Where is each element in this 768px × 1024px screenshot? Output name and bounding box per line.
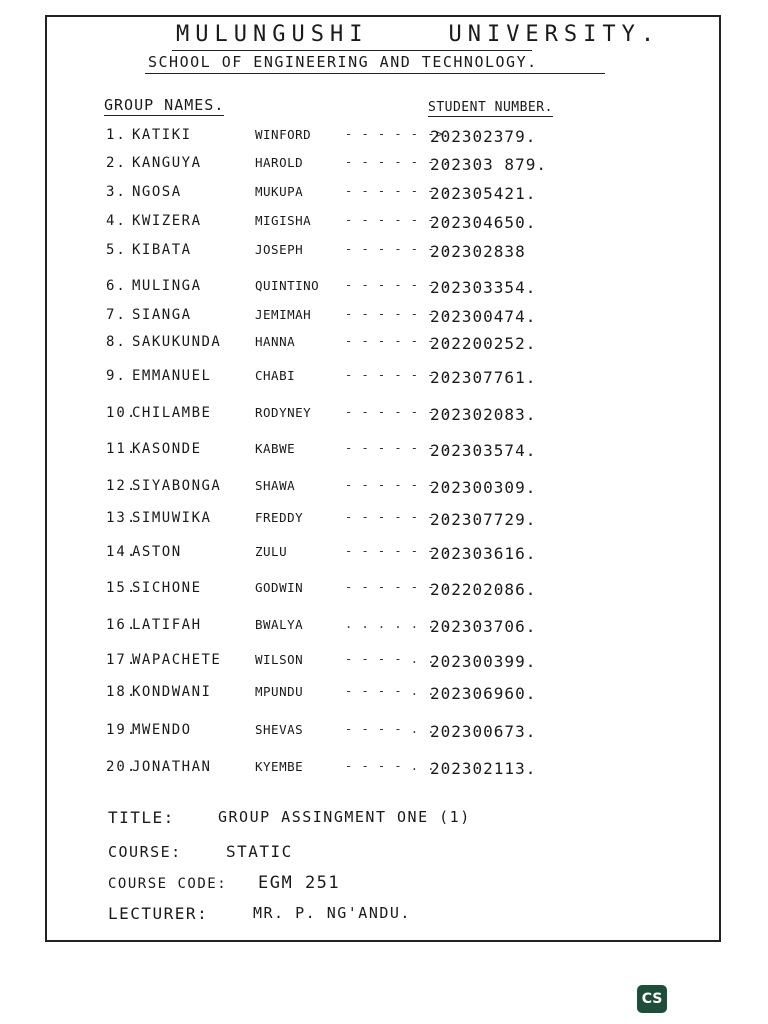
student-index: 3. [106, 184, 127, 200]
leader-dashes: - - - - . . [345, 722, 436, 736]
student-first-name: KWIZERA [132, 213, 202, 229]
university-title-word1: MULUNGUSHI [176, 22, 369, 47]
student-row [0, 759, 768, 783]
student-number: 202300474. [430, 307, 537, 326]
student-row [0, 184, 768, 208]
student-last-name: WILSON [255, 652, 304, 667]
student-row [0, 307, 768, 331]
student-index: 16. [106, 617, 138, 633]
student-first-name: KIBATA [132, 242, 192, 258]
student-row [0, 617, 768, 641]
student-last-name: BWALYA [255, 617, 304, 632]
student-index: 2. [106, 155, 127, 171]
student-number: 202300673. [430, 722, 537, 741]
camscanner-logo-icon: CS [637, 985, 667, 1013]
student-last-name: QUINTINO [255, 278, 320, 293]
student-number: 202200252. [430, 334, 537, 353]
student-number: 202306960. [430, 684, 537, 703]
student-number: 202307761. [430, 368, 537, 387]
student-row [0, 652, 768, 676]
group-names-header: GROUP NAMES. [104, 96, 225, 114]
student-first-name: WAPACHETE [132, 652, 222, 668]
leader-dashes: - - - - - - - [345, 278, 452, 292]
leader-dashes: - - - - - -> [345, 127, 444, 141]
title-label: TITLE: [108, 808, 175, 827]
student-number: 202302838 [430, 242, 526, 261]
student-index: 18. [106, 684, 138, 700]
student-row [0, 213, 768, 237]
student-first-name: KASONDE [132, 441, 202, 457]
student-index: 19. [106, 722, 138, 738]
student-first-name: NGOSA [132, 184, 182, 200]
leader-dashes: - - - - . . [345, 652, 436, 666]
leader-dashes: - - - - . . [345, 759, 436, 773]
footer-course [108, 842, 293, 861]
student-number: 202300309. [430, 478, 537, 497]
title-value: GROUP ASSINGMENT ONE (1) [218, 808, 471, 826]
student-number: 202303354. [430, 278, 537, 297]
student-first-name: KATIKI [132, 127, 192, 143]
leader-dashes: - - - - - - - [345, 441, 452, 455]
student-number-header: STUDENT NUMBER. [428, 100, 553, 115]
leader-dashes: - - - - - - - [345, 242, 452, 256]
student-last-name: HANNA [255, 334, 296, 349]
student-last-name: MPUNDU [255, 684, 304, 699]
student-index: 11. [106, 441, 138, 457]
student-number: 202300399. [430, 652, 537, 671]
student-last-name: GODWIN [255, 580, 304, 595]
student-last-name: FREDDY [255, 510, 304, 525]
leader-dashes: . . . . . . . [345, 617, 452, 631]
student-number: 202303 879. [430, 155, 547, 174]
leader-dashes: - - - - - - - [345, 368, 452, 382]
student-number: 202303574. [430, 441, 537, 460]
footer-lecturer [108, 904, 411, 923]
leader-dashes: - - - - - - - [345, 213, 452, 227]
student-index: 5. [106, 242, 127, 258]
school-title: SCHOOL OF ENGINEERING AND TECHNOLOGY. [148, 53, 538, 71]
student-last-name: SHEVAS [255, 722, 304, 737]
student-last-name: JOSEPH [255, 242, 304, 257]
footer-course-code [108, 873, 341, 893]
leader-dashes: - - - - - - - [345, 155, 452, 169]
student-first-name: ASTON [132, 544, 182, 560]
student-number: 202303706. [430, 617, 537, 636]
student-index: 17. [106, 652, 138, 668]
student-number: 202305421. [430, 184, 537, 203]
student-last-name: SHAWA [255, 478, 296, 493]
title-underline [172, 50, 532, 51]
student-index: 9. [106, 368, 127, 384]
student-row [0, 405, 768, 429]
student-last-name: MUKUPA [255, 184, 304, 199]
student-last-name: KYEMBE [255, 759, 304, 774]
student-number: 202307729. [430, 510, 537, 529]
student-first-name: KONDWANI [132, 684, 212, 700]
student-row [0, 334, 768, 358]
student-first-name: JONATHAN [132, 759, 212, 775]
student-number: 202202086. [430, 580, 537, 599]
student-row [0, 722, 768, 746]
student-last-name: ZULU [255, 544, 288, 559]
student-index: 15. [106, 580, 138, 596]
student-row [0, 478, 768, 502]
student-number: 202302083. [430, 405, 537, 424]
student-index: 6. [106, 278, 127, 294]
student-row [0, 155, 768, 179]
student-first-name: SICHONE [132, 580, 202, 596]
student-number: 202303616. [430, 544, 537, 563]
student-first-name: SIYABONGA [132, 478, 222, 494]
student-row [0, 127, 768, 151]
student-row [0, 544, 768, 568]
course-value: STATIC [226, 842, 293, 861]
student-row [0, 242, 768, 266]
student-first-name: SAKUKUNDA [132, 334, 222, 350]
student-index: 7. [106, 307, 127, 323]
student-index: 13. [106, 510, 138, 526]
student-first-name: SIMUWIKA [132, 510, 212, 526]
footer-title [108, 808, 471, 827]
leader-dashes: - - - - . . [345, 684, 436, 698]
student-last-name: JEMIMAH [255, 307, 312, 322]
student-row [0, 510, 768, 534]
student-index: 1. [106, 127, 127, 143]
school-underline [145, 73, 605, 74]
student-index: 4. [106, 213, 127, 229]
university-title-word2: UNIVERSITY. [448, 22, 661, 47]
student-row [0, 684, 768, 708]
student-row [0, 580, 768, 604]
course-code-label: COURSE CODE: [108, 876, 228, 892]
student-first-name: EMMANUEL [132, 368, 212, 384]
student-index: 8. [106, 334, 127, 350]
student-first-name: KANGUYA [132, 155, 202, 171]
student-row [0, 441, 768, 465]
student-index: 14. [106, 544, 138, 560]
student-number: 202304650. [430, 213, 537, 232]
leader-dashes: - - - - - - - [345, 478, 452, 492]
student-index: 10. [106, 405, 138, 421]
lecturer-label: LECTURER: [108, 904, 209, 923]
student-first-name: MWENDO [132, 722, 192, 738]
leader-dashes: - - - - - - - [345, 405, 452, 419]
student-last-name: CHABI [255, 368, 296, 383]
student-first-name: CHILAMBE [132, 405, 212, 421]
student-number: 202302113. [430, 759, 537, 778]
student-row [0, 368, 768, 392]
leader-dashes: - - - - - - - [345, 307, 452, 321]
student-index: 20. [106, 759, 138, 775]
student-row [0, 278, 768, 302]
student-last-name: KABWE [255, 441, 296, 456]
student-first-name: LATIFAH [132, 617, 202, 633]
student-index: 12. [106, 478, 138, 494]
student-last-name: MIGISHA [255, 213, 312, 228]
leader-dashes: - - - - - - - [345, 580, 452, 594]
lecturer-value: MR. P. NG'ANDU. [253, 904, 411, 922]
student-first-name: SIANGA [132, 307, 192, 323]
leader-dashes: - - - - - - - [345, 510, 452, 524]
student-number: 202302379. [430, 127, 537, 146]
leader-dashes: - - - - - - - [345, 544, 452, 558]
student-first-name: MULINGA [132, 278, 202, 294]
leader-dashes: - - - - - - - [345, 334, 452, 348]
student-last-name: RODYNEY [255, 405, 312, 420]
student-last-name: WINFORD [255, 127, 312, 142]
student-last-name: HAROLD [255, 155, 304, 170]
course-label: COURSE: [108, 843, 182, 861]
course-code-value: EGM 251 [258, 873, 341, 893]
university-title [176, 22, 660, 47]
leader-dashes: - - - - - - - [345, 184, 452, 198]
